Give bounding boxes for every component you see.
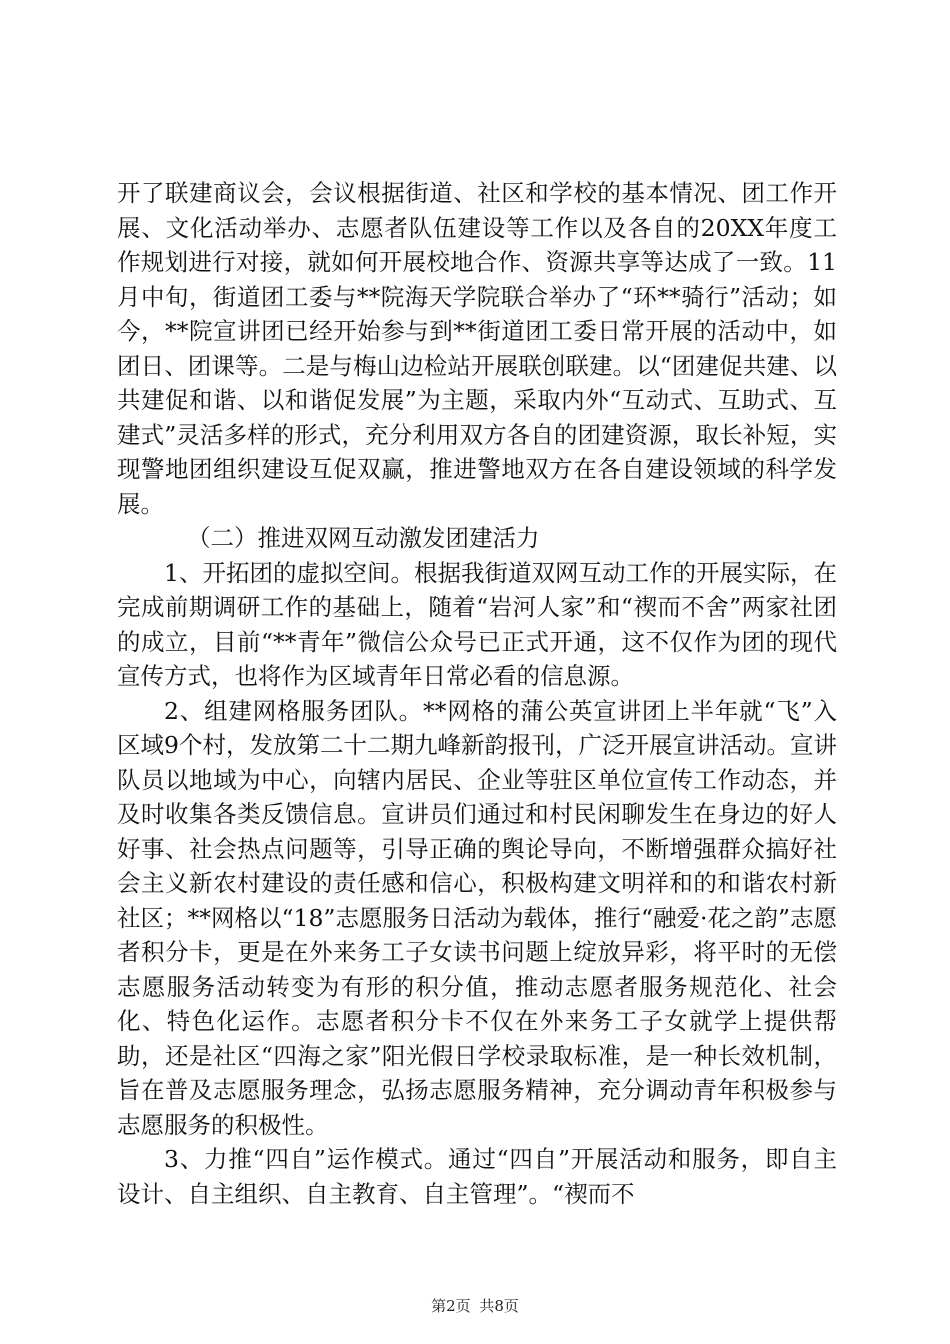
paragraph-item-2: 2、组建网格服务团队。**网格的蒲公英宣讲团上半年就“飞”入区域9个村，发放第二十二期九峰新韵报刊，广泛开展宣讲活动。宣讲队员以地域为中心，向辖内居民、企业等驻区单位宣传工作动态，并及时收集各类反馈信息。宣讲员们通过和村民闲聊发生在身边的好人好事、社会热点问题等，引导正确的舆论导向，不断增强群众搞好社会主义新农村建设的责任感和信心，积极构建文明祥和的和谐农村新社区；**网格以“18”志愿服务日活动为载体，推行“融爱·花之韵”志愿者积分卡，更是在外来务工子女读书问题上绽放异彩，将平时的无偿志愿服务活动转变为有形的积分值，推动志愿者服务规范化、社会化、特色化运作。志愿者积分卡不仅在外来务工子女就学上提供帮助，还是社区“四海之家”阳光假日学校录取标准，是一种长效机制，旨在普及志愿服务理念，弘扬志愿服务精神，充分调动青年积极参与志愿服务的积极性。: [117, 696, 837, 1139]
paragraph-item-3: 3、力推“四自”运作模式。通过“四自”开展活动和服务，即自主设计、自主组织、自主教育、自主管理”。“禊而不: [117, 1145, 837, 1208]
document-body: [117, 176, 837, 1211]
paragraph-item-1: 1、开拓团的虚拟空间。根据我街道双网互动工作的开展实际，在完成前期调研工作的基础上，随着“岩河人家”和“禊而不舍”两家社团的成立，目前“**青年”微信公众号已正式开通，这不仅作为团的现代宣传方式，也将作为区域青年日常必看的信息源。: [117, 558, 837, 690]
page-number: 第2页: [431, 1297, 471, 1315]
paragraph-continuation: 开了联建商议会，会议根据街道、社区和学校的基本情况、团工作开展、文化活动举办、志愿者队伍建设等工作以及各自的20XX年度工作规划进行对接，就如何开展校地合作、资源共享等达成了一致。11月中旬，街道团工委与**院海天学院联合举办了“环**骑行”活动；如今，**院宣讲团已经开始参与到**街道团工委日常开展的活动中，如团日、团课等。二是与梅山边检站开展联创联建。以“团建促共建、以共建促和谐、以和谐促发展”为主题，采取内外“互动式、互助式、互建式”灵活多样的形式，充分利用双方各自的团建资源，取长补短，实现警地团组织建设互促双赢，推进警地双方在各自建设领域的科学发展。: [117, 179, 837, 518]
page-total: 共8页: [479, 1297, 519, 1315]
page-footer: [0, 1296, 950, 1316]
section-heading: （二）推进双网互动激发团建活力: [187, 524, 540, 552]
